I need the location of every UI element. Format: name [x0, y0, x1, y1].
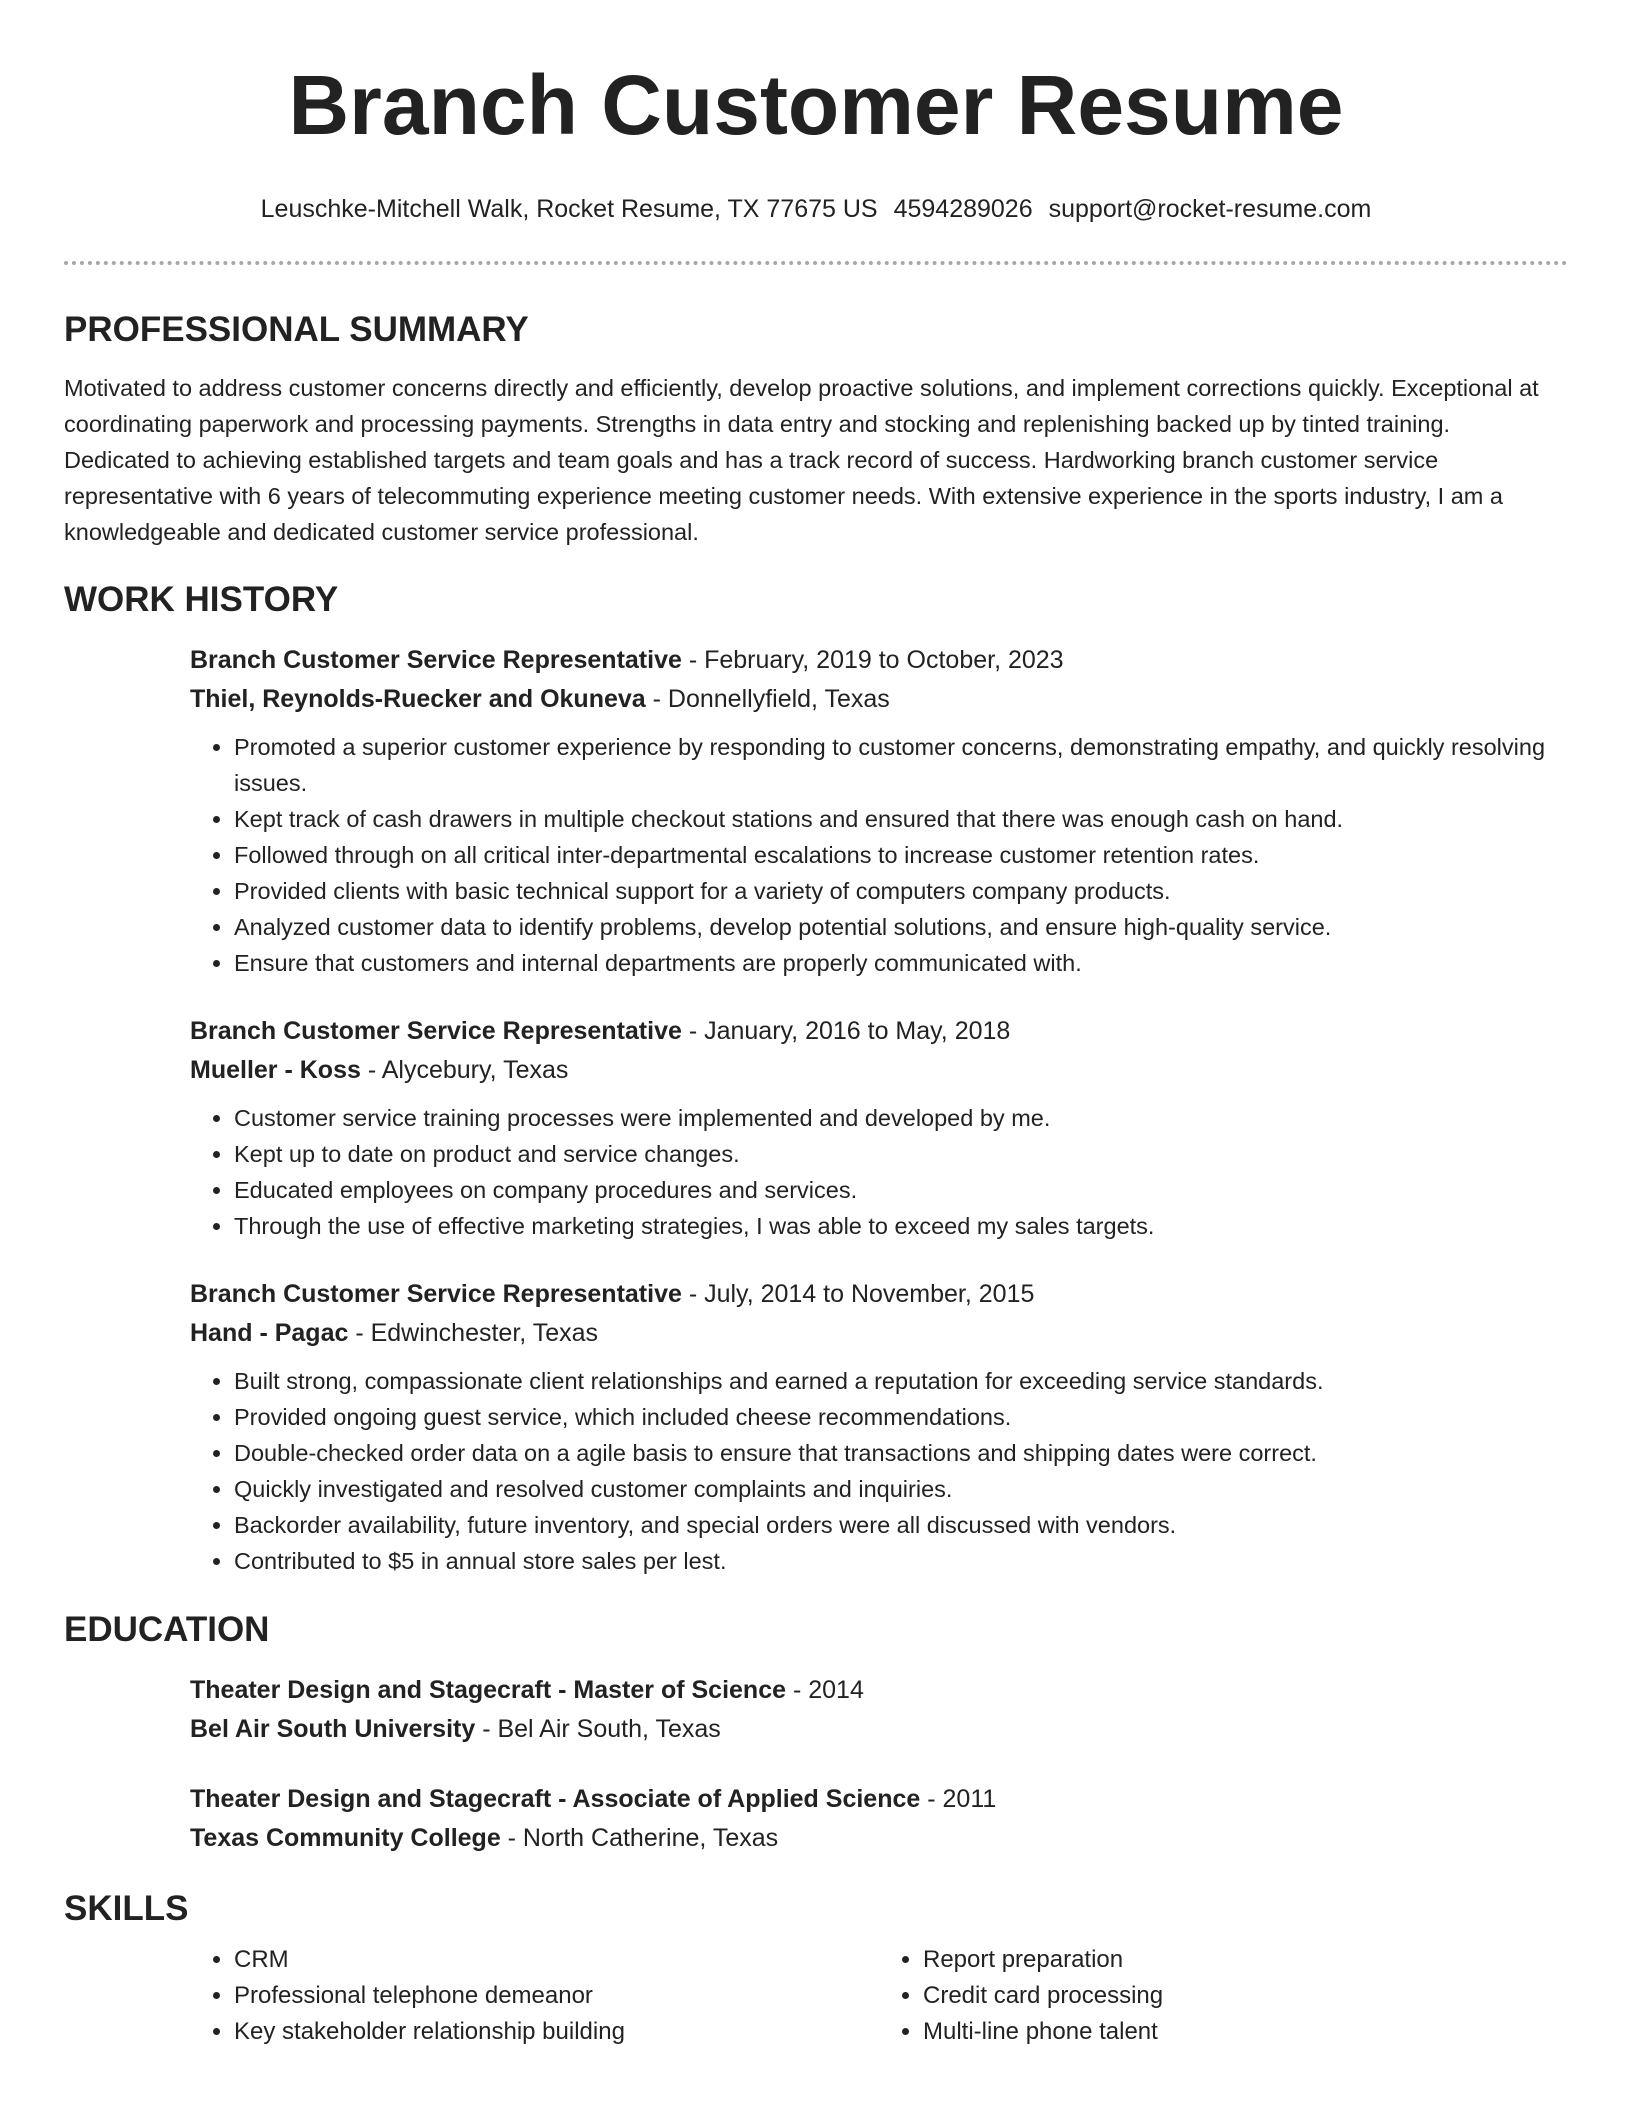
job-company-line — [190, 680, 1568, 719]
job-entry — [190, 1012, 1568, 1244]
list-item: • Built strong, compassionate client relationships and earned a reputation for exceeding service standards. — [234, 1363, 1568, 1399]
degree: Theater Design and Stagecraft - Associate of Applied Science — [190, 1785, 921, 1813]
list-item: • Credit card processing — [923, 1978, 1568, 2014]
resume-title: Branch Customer Resume — [288, 58, 1344, 152]
job-company-line — [190, 1051, 1568, 1090]
degree-year: - 2011 — [920, 1785, 997, 1813]
contact-line — [64, 194, 1568, 224]
list-item: • Report preparation — [923, 1942, 1568, 1978]
list-item: • CRM — [234, 1942, 879, 1978]
job-company: Mueller - Koss — [190, 1056, 361, 1084]
summary-heading: PROFESSIONAL SUMMARY — [64, 310, 529, 349]
list-item: • Kept up to date on product and service changes. — [234, 1136, 1568, 1172]
job-entry — [190, 1275, 1568, 1579]
job-entry — [190, 641, 1568, 981]
job-dates: - February, 2019 to October, 2023 — [681, 646, 1064, 674]
job-title-line — [190, 1012, 1568, 1051]
job-title-line — [190, 641, 1568, 680]
list-item: • Quickly investigated and resolved customer complaints and inquiries. — [234, 1471, 1568, 1507]
list-item: • Key stakeholder relationship building — [234, 2014, 879, 2050]
skills-heading: SKILLS — [64, 1889, 189, 1928]
list-item: • Followed through on all critical inter-departmental escalations to increase customer retention rates. — [234, 837, 1568, 873]
list-item: • Multi-line phone talent — [923, 2014, 1568, 2050]
list-item: • Through the use of effective marketing strategies, I was able to exceed my sales targets. — [234, 1208, 1568, 1244]
education-heading: EDUCATION — [64, 1610, 270, 1649]
work-history-heading: WORK HISTORY — [64, 580, 339, 619]
contact-phone: 4594289026 — [893, 195, 1033, 223]
list-item: • Kept track of cash drawers in multiple checkout stations and ensured that there was enough cash on hand. — [234, 801, 1568, 837]
skills-column-right — [879, 1942, 1568, 2050]
school-line — [190, 1710, 1568, 1749]
job-title: Branch Customer Service Representative — [190, 646, 682, 674]
education-entry — [190, 1780, 1568, 1858]
resume-page — [64, 0, 1568, 2050]
job-location: - Donnellyfield, Texas — [645, 685, 890, 713]
school-location: - North Catherine, Texas — [500, 1824, 779, 1852]
job-location: - Edwinchester, Texas — [348, 1319, 599, 1347]
degree-year: - 2014 — [786, 1676, 864, 1704]
school: Texas Community College — [190, 1824, 501, 1852]
degree: Theater Design and Stagecraft - Master of Science — [190, 1676, 787, 1704]
list-item: • Ensure that customers and internal departments are properly communicated with. — [234, 945, 1568, 981]
school: Bel Air South University — [190, 1715, 476, 1743]
header-divider — [64, 261, 1568, 265]
list-item: • Promoted a superior customer experience by responding to customer concerns, demonstrating empathy, and quickly resolving issues. — [234, 729, 1568, 801]
job-bullets — [190, 729, 1568, 981]
job-dates: - January, 2016 to May, 2018 — [681, 1017, 1011, 1045]
skills-list — [190, 1942, 1568, 2050]
degree-line — [190, 1671, 1568, 1710]
list-item: • Professional telephone demeanor — [234, 1978, 879, 2014]
job-location: - Alycebury, Texas — [360, 1056, 569, 1084]
skills-column-left — [190, 1942, 879, 2050]
job-bullets — [190, 1363, 1568, 1579]
job-bullets — [190, 1100, 1568, 1244]
job-dates: - July, 2014 to November, 2015 — [681, 1280, 1035, 1308]
list-item: • Analyzed customer data to identify problems, develop potential solutions, and ensure high-quality service. — [234, 909, 1568, 945]
list-item: • Provided clients with basic technical support for a variety of computers company products. — [234, 873, 1568, 909]
list-item: • Double-checked order data on a agile basis to ensure that transactions and shipping dates were correct. — [234, 1435, 1568, 1471]
summary-text: Motivated to address customer concerns directly and efficiently, develop proactive solutions, and implement corrections quickly. Exceptional at coordinating paperwork and processing payments. Strengths in data entry and stocking and replenishing backed up by tinted training. Dedicated to achieving established targets and team goals and has a track record of success. Hardworking branch customer service representative with 6 years of telecommuting experience meeting customer needs. With extensive experience in the sports industry, I am a knowledgeable and dedicated customer service professional. — [64, 375, 1539, 545]
job-title: Branch Customer Service Representative — [190, 1017, 682, 1045]
education-entry — [190, 1671, 1568, 1749]
job-title-line — [190, 1275, 1568, 1314]
job-title: Branch Customer Service Representative — [190, 1280, 682, 1308]
contact-email: support@rocket-resume.com — [1048, 195, 1372, 223]
contact-address: Leuschke-Mitchell Walk, Rocket Resume, TX 77675 US — [260, 195, 878, 223]
job-company-line — [190, 1314, 1568, 1353]
list-item: • Contributed to $5 in annual store sales per lest. — [234, 1543, 1568, 1579]
list-item: • Educated employees on company procedures and services. — [234, 1172, 1568, 1208]
list-item: • Customer service training processes were implemented and developed by me. — [234, 1100, 1568, 1136]
job-company: Hand - Pagac — [190, 1319, 349, 1347]
job-company: Thiel, Reynolds-Ruecker and Okuneva — [190, 685, 646, 713]
list-item: • Backorder availability, future inventory, and special orders were all discussed with vendors. — [234, 1507, 1568, 1543]
school-location: - Bel Air South, Texas — [475, 1715, 721, 1743]
degree-line — [190, 1780, 1568, 1819]
list-item: • Provided ongoing guest service, which included cheese recommendations. — [234, 1399, 1568, 1435]
school-line — [190, 1819, 1568, 1858]
